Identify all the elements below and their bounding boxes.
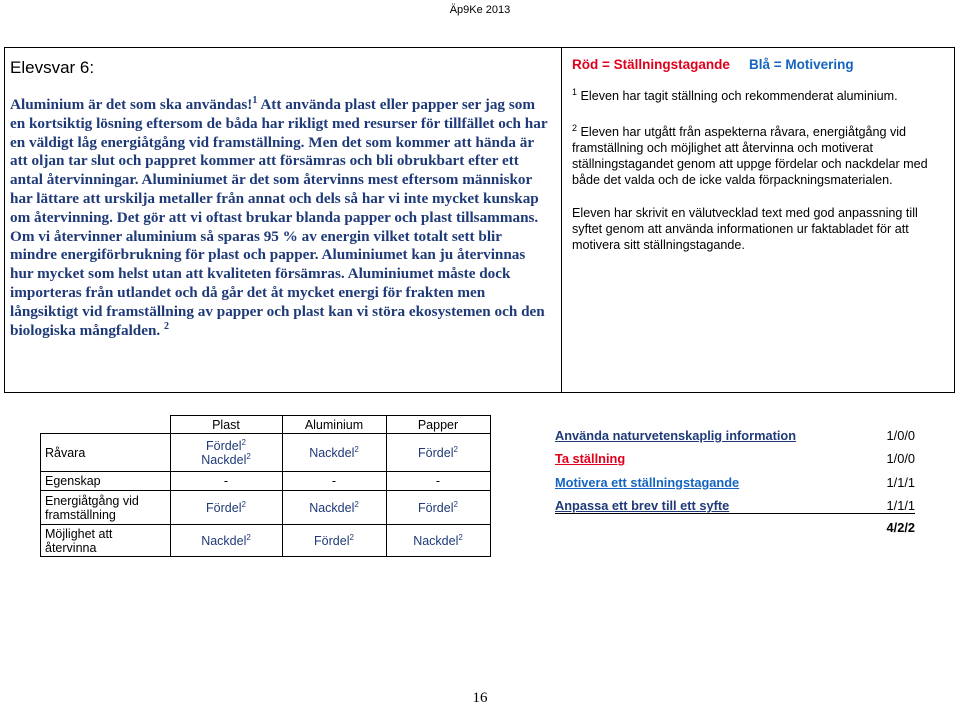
property-cell: - <box>386 472 490 491</box>
rating-value: 1/0/0 <box>886 451 915 467</box>
property-table-row <box>41 525 491 557</box>
property-cell: Nackdel$^2$ <box>282 434 386 472</box>
essay-body: Att använda plast eller papper ser jag som en kortsiktig lösning eftersom de båda har rikligt med resurser för tillfället och har en väldigt låg energiåtgång vid framställning. Men det som kommer att hända är att oljan tar slut och pappret kommer att försämras och bli obrukbart efter ett antal återvinningar. Aluminiumet är det som återvinns mest eftersom människor har lättare att urskilja metaller från annat och dels så har vi inte mycket kunskap om återvinning. Det gör att vi oftast brukar blanda papper och plast tillsammans. Om vi återvinner aluminium så sparas 95 % av energin vilket totalt sett blir mindre energiförbrukning för plast och papper. Aluminiumet kan ju återvinnas hur mycket som helst utan att kvaliteten försämras. Aluminiumet måste dock importeras från utlandet och då går det åt mycket energi för frakten men långsiktigt vid framställning av papper och plast kan vi störa ekosystemen och den biologiska mångfalden. <box>10 96 548 339</box>
property-row-label: Råvara <box>41 434 171 472</box>
property-cell: Fördel$^2$ <box>282 525 386 557</box>
rating-total: 4/2/2 <box>886 520 915 536</box>
legend-blue: Blå = Motivering <box>749 57 854 72</box>
property-row-label: Energiåtgång vid framställning <box>41 491 171 525</box>
property-cell: Nackdel$^2$ <box>170 525 282 557</box>
comment-2-ref: 2 <box>572 122 578 133</box>
column-divider <box>561 47 562 393</box>
page-number: 16 <box>472 690 488 706</box>
property-cell: Nackdel$^2$ <box>386 525 490 557</box>
essay-ref-1: 1 <box>252 94 258 106</box>
property-row-label: Möjlighet att återvinna <box>41 525 171 557</box>
property-table-row <box>41 472 491 491</box>
property-column-header: Aluminium <box>282 416 386 434</box>
comment-2 <box>572 124 950 188</box>
rating-list <box>555 424 915 535</box>
property-cell: Fördel$^2$ <box>386 434 490 472</box>
essay-ref-2: 2 <box>164 320 170 332</box>
rating-label: Använda naturvetenskaplig information <box>555 428 797 444</box>
property-column-header: Papper <box>386 416 490 434</box>
property-table <box>40 415 491 557</box>
comment-3: Eleven har skrivit en välutvecklad text med god anpassning till syftet genom att använda informationen ur faktabladet för att motivera sitt ställningstagande. <box>572 206 918 252</box>
property-cell: - <box>170 472 282 491</box>
property-table-header <box>41 416 491 434</box>
answer-title: Elevsvar 6: <box>10 58 95 77</box>
property-row-label: Egenskap <box>41 472 171 491</box>
comment-1-ref: 1 <box>572 86 578 97</box>
comment-1-text: Eleven har tagit ställning och rekommenderat aluminium. <box>580 89 898 103</box>
property-table-row <box>41 491 491 525</box>
comment-1 <box>572 88 950 104</box>
property-table-row <box>41 434 491 472</box>
comment-2-text: Eleven har utgått från aspekterna råvara, energiåtgång vid framställning och möjlighet att återvinna och motiverat ställningstagandet genom att uppge fördelar och nackdelar med både det valda och de icke valda förpackningsmaterialen. <box>572 125 928 187</box>
rating-value: 1/1/1 <box>886 498 915 514</box>
rating-value: 1/0/0 <box>886 428 915 444</box>
property-cell: Fördel$^2$ <box>386 491 490 525</box>
rating-row <box>555 447 915 470</box>
rating-rule <box>555 513 915 514</box>
essay-stance: Aluminium är det som ska användas! <box>10 96 253 113</box>
property-table-corner <box>41 416 171 434</box>
rating-label: Ta ställning <box>555 451 626 467</box>
rating-row <box>555 471 915 494</box>
property-column-header: Plast <box>170 416 282 434</box>
property-cell: - <box>282 472 386 491</box>
rating-label: Anpassa ett brev till ett syfte <box>555 498 730 514</box>
rating-label: Motivera ett ställningstagande <box>555 474 740 490</box>
rating-row <box>555 424 915 447</box>
rating-value: 1/1/1 <box>886 474 915 490</box>
page-header: Äp9Ke 2013 <box>449 4 511 16</box>
property-cell: Nackdel$^2$ <box>282 491 386 525</box>
property-cell: Fördel$^2$ Nackdel$^2$ <box>170 434 282 472</box>
student-essay <box>10 96 548 340</box>
legend-red: Röd = Ställningstagande <box>572 57 730 72</box>
property-cell: Fördel$^2$ <box>170 491 282 525</box>
